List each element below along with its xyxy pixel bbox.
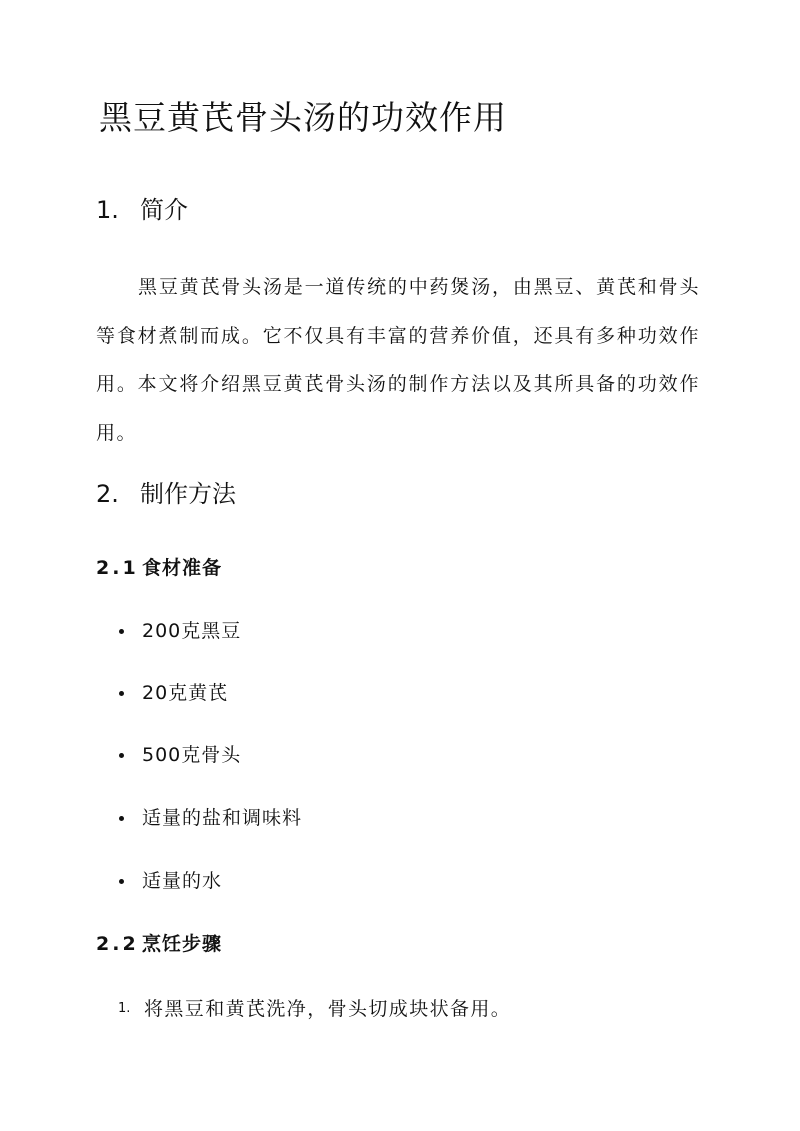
section-heading-method [96, 478, 236, 510]
step-text: 将黑豆和黄芪洗净，骨头切成块状备用。 [144, 998, 512, 1020]
list-item-text: 适量的盐和调味料 [142, 807, 303, 829]
section-heading-intro [96, 194, 188, 226]
subsection-number: 2.2 [96, 933, 139, 955]
bullet-icon [119, 691, 124, 696]
subsection-heading-ingredients [96, 555, 222, 581]
bullet-icon [119, 753, 124, 758]
bullet-icon [119, 879, 124, 884]
step-number: 1. [118, 1001, 131, 1016]
section-title: 简介 [140, 196, 188, 224]
subsection-number: 2.1 [96, 557, 139, 579]
bullet-icon [119, 816, 124, 821]
list-item-text: 500克骨头 [142, 744, 242, 766]
section-number: 1. [96, 196, 119, 224]
subsection-title: 食材准备 [142, 557, 223, 579]
document-title: 黑豆黄芪骨头汤的功效作用 [99, 98, 507, 137]
list-item-text: 200克黑豆 [142, 620, 242, 642]
list-item-text: 适量的水 [142, 870, 223, 892]
list-item-text: 20克黄芪 [142, 682, 229, 704]
subsection-title: 烹饪步骤 [142, 933, 223, 955]
section-number: 2. [96, 480, 119, 508]
bullet-icon [119, 629, 124, 634]
intro-paragraph: 黑豆黄芪骨头汤是一道传统的中药煲汤，由黑豆、黄芪和骨头等食材煮制而成。它不仅具有丰富的营养价值，还具有多种功效作用。本文将介绍黑豆黄芪骨头汤的制作方法以及其所具备的功效作用。 [96, 276, 700, 444]
section-title: 制作方法 [140, 480, 236, 508]
subsection-heading-steps [96, 931, 222, 957]
